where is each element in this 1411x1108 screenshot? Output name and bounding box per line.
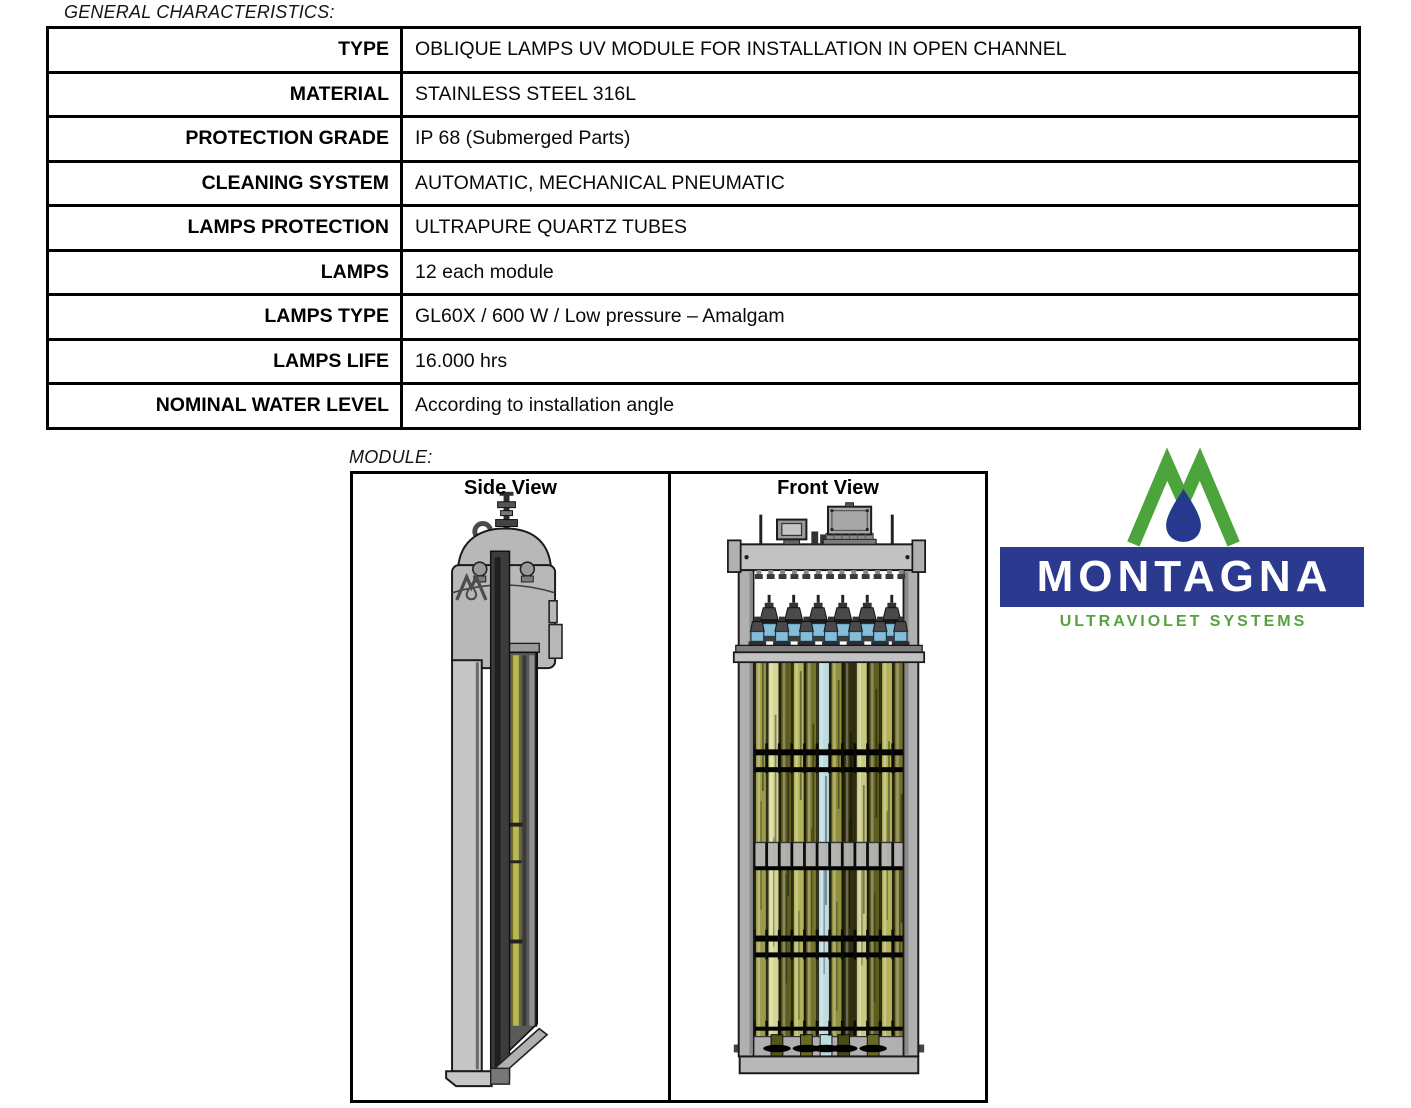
row-value: 12 each module	[402, 250, 1360, 295]
front-large-junction-box	[823, 503, 876, 545]
row-label: LAMPS TYPE	[48, 295, 402, 340]
row-value: According to installation angle	[402, 384, 1360, 429]
table-row	[48, 72, 1360, 117]
row-label: CLEANING SYSTEM	[48, 161, 402, 206]
front-view-drawing	[671, 474, 985, 1100]
row-label: MATERIAL	[48, 72, 402, 117]
section-title-general-characteristics: GENERAL CHARACTERISTICS:	[64, 2, 335, 22]
side-view-drawing	[353, 474, 668, 1100]
row-value: 16.000 hrs	[402, 339, 1360, 384]
row-label: TYPE	[48, 28, 402, 73]
table-row	[48, 117, 1360, 162]
row-value: STAINLESS STEEL 316L	[402, 72, 1360, 117]
front-lamp-holders	[749, 595, 910, 646]
characteristics-table	[46, 26, 1361, 430]
logo-tagline: ULTRAVIOLET SYSTEMS	[1059, 613, 1308, 630]
front-base-slab	[740, 1056, 919, 1073]
side-foot	[446, 1071, 492, 1086]
table-row	[48, 250, 1360, 295]
row-label: LAMPS PROTECTION	[48, 206, 402, 251]
row-value: AUTOMATIC, MECHANICAL PNEUMATIC	[402, 161, 1360, 206]
table-row	[48, 206, 1360, 251]
front-small-junction-box	[777, 520, 806, 545]
side-view-panel	[353, 474, 671, 1100]
row-value: ULTRAPURE QUARTZ TUBES	[402, 206, 1360, 251]
front-view-title: Front View	[777, 477, 879, 499]
montagna-mountain-drop-icon	[1127, 458, 1240, 546]
table-row	[48, 339, 1360, 384]
side-view-title: Side View	[463, 477, 557, 499]
table-row	[48, 161, 1360, 206]
row-value: IP 68 (Submerged Parts)	[402, 117, 1360, 162]
logo-banner	[1000, 547, 1364, 607]
row-label: NOMINAL WATER LEVEL	[48, 384, 402, 429]
front-top-beam	[730, 544, 923, 570]
front-view-panel	[671, 474, 985, 1100]
row-label: LAMPS	[48, 250, 402, 295]
row-value: OBLIQUE LAMPS UV MODULE FOR INSTALLATION IN OPEN CHANNEL	[402, 28, 1360, 73]
front-holder-rail	[736, 645, 922, 652]
logo-brand-text: MONTAGNA	[1036, 552, 1333, 601]
section-title-module: MODULE:	[349, 447, 433, 467]
table-row	[48, 28, 1360, 73]
row-label: PROTECTION GRADE	[48, 117, 402, 162]
front-bottom-tube-feet	[763, 1035, 887, 1059]
table-row	[48, 384, 1360, 429]
table-row	[48, 295, 1360, 340]
module-drawings-panel	[350, 471, 988, 1103]
row-label: LAMPS LIFE	[48, 339, 402, 384]
row-value: GL60X / 600 W / Low pressure – Amalgam	[402, 295, 1360, 340]
front-nipple-row	[755, 570, 905, 579]
